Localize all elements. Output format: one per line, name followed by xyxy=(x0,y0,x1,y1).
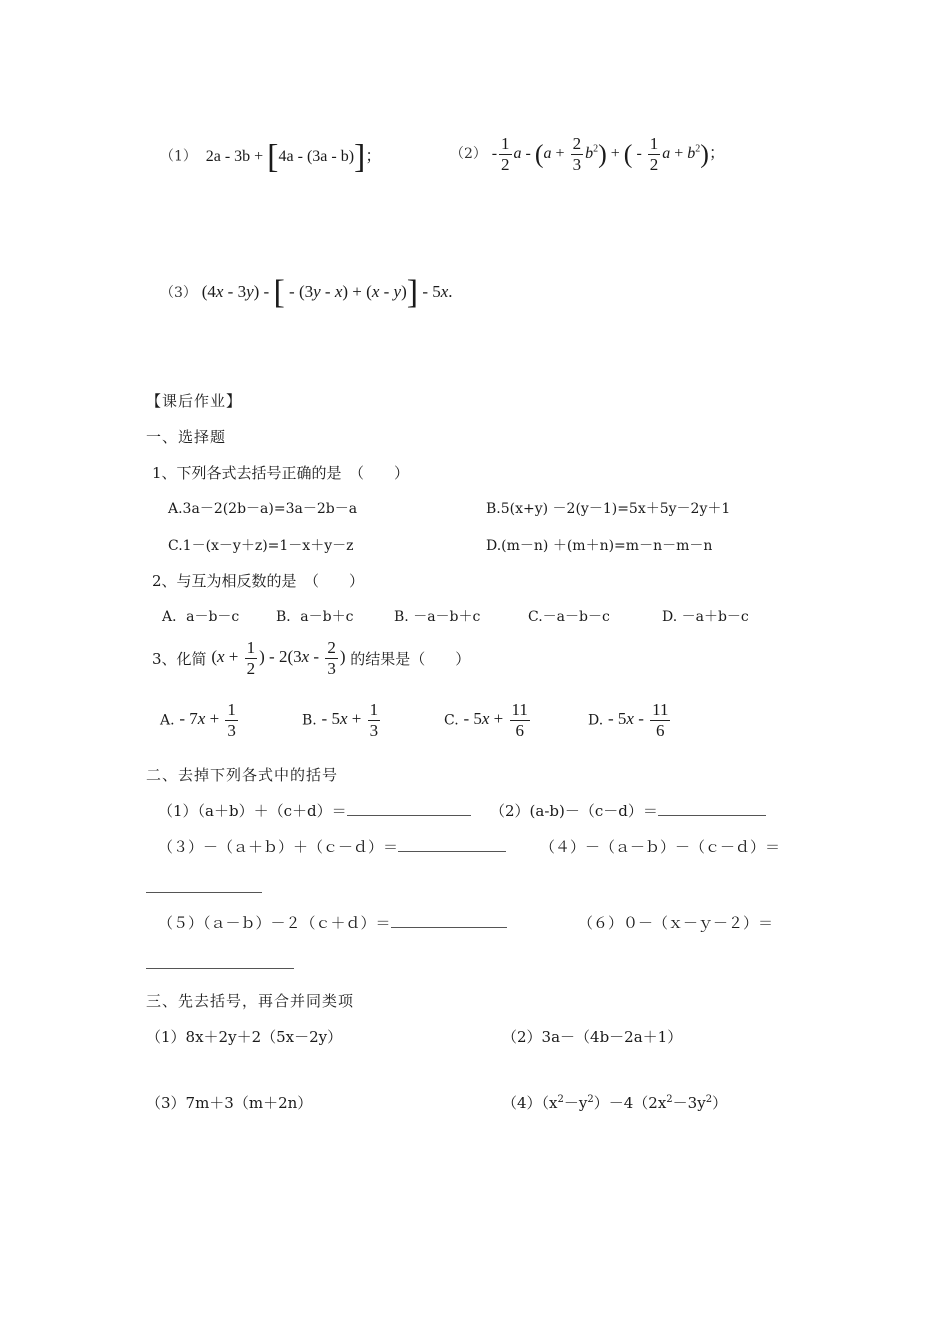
s2-item-6: （６）０－（ｘ－ｙ－２）＝ xyxy=(578,914,774,932)
s3-item-1: （1）8x＋2y＋2（5x－2y） xyxy=(146,1028,343,1046)
problem-1 xyxy=(160,140,381,174)
q3-suffix: 的结果是（ ） xyxy=(350,650,471,668)
q1-option-a: A.3a－2(2b－a)=3a－2b－a xyxy=(168,501,358,517)
problem-3 xyxy=(160,276,453,310)
q3-prefix: 3、化简 xyxy=(152,650,207,668)
problem-number: （1） xyxy=(160,148,197,165)
s2-item-3: （３）－（ａ＋ｂ）＋（ｃ－ｄ）＝ xyxy=(158,836,506,857)
problem-3-expression: (4x - 3y) - [ - (3y - x) + (x - y)] - 5x. xyxy=(201,274,453,311)
s3-item-2: （2）3a－（4b－2a＋1） xyxy=(502,1028,683,1046)
answer-blank[interactable] xyxy=(398,839,506,852)
q1-text: 1、下列各式去括号正确的是 （ ） xyxy=(152,464,410,482)
answer-blank[interactable] xyxy=(146,956,294,969)
problem-2 xyxy=(450,134,725,175)
q3-option-a: A. - 7x + $\frac{1}{3}$ xyxy=(160,700,236,740)
q2-text: 2、与互为相反数的是 （ ） xyxy=(152,572,365,590)
q3-option-c: C. - 5x + $\frac{11}{6}$ xyxy=(444,700,528,740)
s3-item-4: $(4)(x^2-y^2)-4(2x^2-3y^2)$ xyxy=(502,1094,728,1112)
s2-item-2: （2）(a-b)－（c－d）＝ xyxy=(490,800,766,821)
answer-blank[interactable] xyxy=(658,803,766,816)
answer-blank[interactable] xyxy=(391,915,507,928)
problem-number: （3） xyxy=(160,284,197,301)
q2-option-e: D. －a＋b－c xyxy=(662,609,749,625)
s3-item-3: （3）7m＋3（m＋2n） xyxy=(146,1094,313,1112)
problem-number: （2） xyxy=(450,146,487,163)
s2-item-5: （５）（ａ－ｂ）－２（ｃ＋ｄ）＝ xyxy=(158,912,507,933)
q3-option-b: B. - 5x + $\frac{1}{3}$ xyxy=(302,700,379,740)
q2-option-a: A．a－b－c xyxy=(162,609,240,625)
q3 xyxy=(152,638,470,679)
section-3-title: 三、先去括号，再合并同类项 xyxy=(146,992,355,1010)
q2-option-b: B．a－b＋c xyxy=(276,609,354,625)
q3-option-d: D. - 5x - $\frac{11}{6}$ xyxy=(588,700,669,740)
section-1-title: 一、选择题 xyxy=(146,428,227,446)
q2-option-c: B. －a－b＋c xyxy=(394,609,481,625)
homework-title: 【课后作业】 xyxy=(146,392,243,410)
section-2-title: 二、去掉下列各式中的括号 xyxy=(146,766,339,784)
answer-blank[interactable] xyxy=(146,880,262,893)
q1-option-c: C.1－(x－y＋z)=1－x＋y－z xyxy=(168,538,354,554)
q3-expression: (x + $\frac{1}{2}$ ) - 2(3x - $\frac{2}{3}$ ) xyxy=(211,638,346,678)
s2-item-1: （1）（a＋b）＋（c＋d）＝ xyxy=(158,800,471,821)
q2-option-d: C.－a－b－c xyxy=(528,609,610,625)
q1-option-b: B.5(x+y) －2(y－1)=5x＋5y－2y＋1 xyxy=(486,501,731,517)
q1-option-d: D.(m－n) ＋(m＋n)=m－n－m－n xyxy=(486,538,713,554)
problem-1-expression: 2a - 3b + [4a - (3a - b)]； xyxy=(205,138,382,175)
s2-item-4: （４）－（ａ－ｂ）－（ｃ－ｄ）＝ xyxy=(540,838,781,856)
answer-blank[interactable] xyxy=(347,803,471,816)
problem-2-expression: - $\frac{1}{2}$ a - (a + $\frac{2}{3}$ $b^2$) + ( - $\frac{1}{2}$ $a + b^2$)； xyxy=(491,134,725,174)
